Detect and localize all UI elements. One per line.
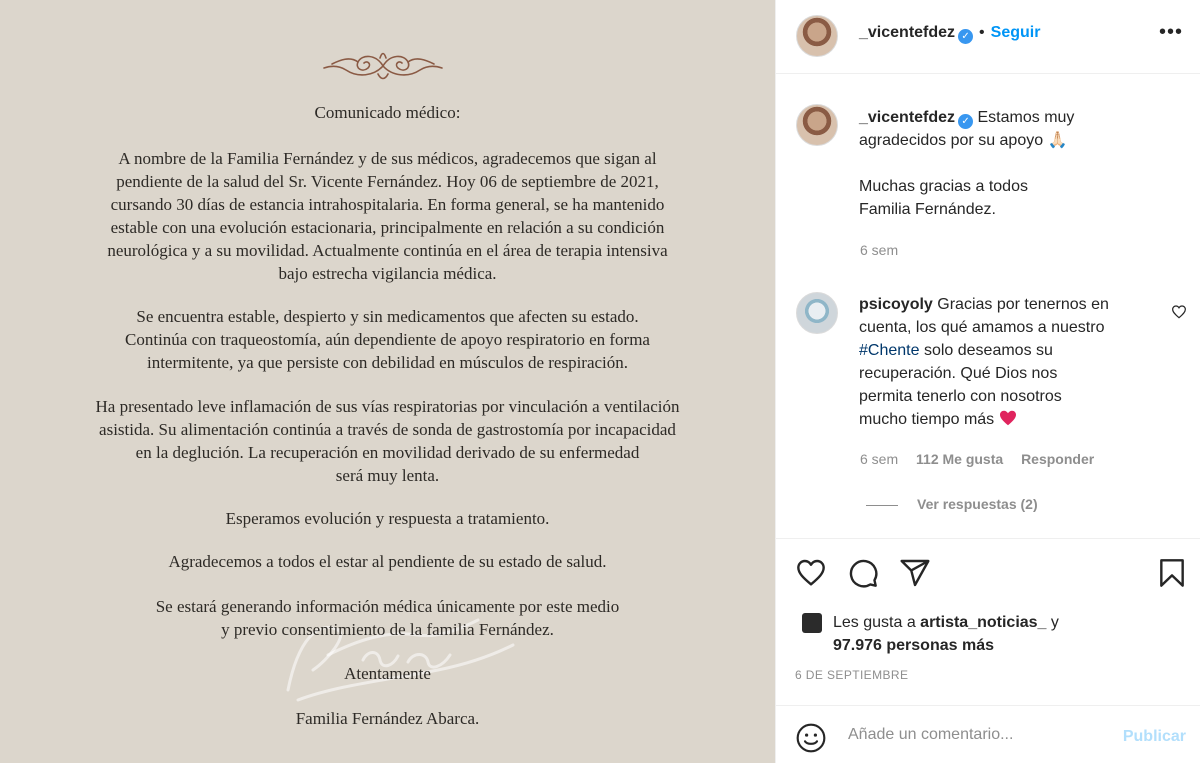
statement-paragraph-6	[0, 595, 775, 641]
statement-line: asistida. Su alimentación continúa a través de sonda de gastrostomía por incapacidad	[99, 420, 676, 439]
post-header	[776, 0, 1200, 74]
comment-like-heart-icon[interactable]	[1171, 304, 1187, 320]
statement-line: Familia Fernández Abarca.	[295, 709, 480, 728]
comment-meta	[860, 451, 1094, 467]
comment-text-line: cuenta, los qué amamos a nuestro	[859, 319, 1105, 336]
hashtag-link[interactable]: #Chente	[859, 342, 920, 359]
caption-username[interactable]: _vicentefdez	[859, 109, 956, 126]
caption-text-line: Muchas gracias a todos	[859, 178, 1028, 195]
red-heart-emoji-icon	[999, 410, 1017, 426]
comment-box	[776, 705, 1200, 763]
comment-icon[interactable]	[847, 557, 879, 589]
statement-line: Ha presentado leve inflamación de sus vías respiratorias por vinculación a ventilación	[95, 397, 680, 416]
comment-likes[interactable]: 112 Me gusta	[916, 451, 1004, 467]
likes-prefix: Les gusta a	[833, 614, 921, 631]
bookmark-icon[interactable]	[1156, 557, 1188, 589]
comment-text-line: mucho tiempo más	[859, 411, 995, 428]
statement-line: Se estará generando información médica únicamente por este medio	[155, 597, 620, 616]
statement-line: cursando 30 días de estancia intrahospitalaria. En forma general, se ha mantenido	[110, 195, 665, 214]
post-date[interactable]: 6 DE SEPTIEMBRE	[795, 668, 909, 682]
statement-line: pendiente de la salud del Sr. Vicente Fernández. Hoy 06 de septiembre de 2021,	[116, 172, 659, 191]
statement-line: A nombre de la Familia Fernández y de sus médicos, agradecemos que sigan al	[118, 149, 657, 168]
statement-paragraph-3	[0, 395, 775, 487]
verified-badge-icon: ✓	[958, 29, 973, 44]
caption-text-line: Familia Fernández.	[859, 201, 996, 218]
statement-heading: Comunicado médico:	[314, 103, 461, 122]
reply-button[interactable]: Responder	[1021, 451, 1095, 467]
publish-button[interactable]: Publicar	[1122, 728, 1186, 745]
statement-line: neurológica y a su movilidad. Actualmente continúa en el área de terapia intensiva	[107, 241, 668, 260]
comment-text-line: recuperación. Qué Dios nos	[859, 365, 1058, 382]
likes-count[interactable]: 97.976 personas más	[833, 637, 994, 654]
caption-text-line: Estamos muy	[977, 109, 1075, 126]
caption	[859, 106, 1179, 221]
caption-avatar[interactable]	[796, 104, 838, 146]
avatar[interactable]	[796, 15, 838, 57]
statement-line: será muy lenta.	[335, 466, 440, 485]
comment-username[interactable]: psicoyoly	[859, 296, 933, 313]
header-username[interactable]: _vicentefdez	[859, 24, 956, 41]
statement-line: en la deglución. La recuperación en movilidad derivado de su enfermedad	[135, 443, 640, 462]
ornament-flourish-icon	[318, 46, 448, 86]
emoji-icon[interactable]	[795, 722, 827, 754]
statement-line: estable con una evolución estacionaria, principalmente en relación a su condición	[110, 218, 665, 237]
statement-line: Agradecemos a todos el estar al pendiente de su estado de salud.	[168, 552, 607, 571]
statement-paragraph-5	[0, 550, 775, 573]
caption-time[interactable]: 6 sem	[860, 242, 899, 258]
likes-summary	[833, 611, 1173, 657]
comment	[859, 293, 1159, 431]
statement-line: Continúa con traqueostomía, aún dependiente de apoyo respiratorio en forma	[125, 330, 650, 349]
statement-signature	[0, 707, 775, 730]
separator-dot: •	[979, 24, 985, 41]
share-icon[interactable]	[899, 557, 931, 589]
view-replies-button[interactable]: Ver respuestas (2)	[917, 496, 1038, 512]
more-options-icon[interactable]: •••	[1158, 21, 1183, 43]
statement-paragraph-4	[0, 507, 775, 530]
verified-badge-icon: ✓	[958, 114, 973, 129]
caption-text-line: agradecidos por su apoyo 🙏🏻	[859, 132, 1068, 149]
comment-avatar[interactable]	[796, 292, 838, 334]
statement-paragraph-1	[0, 147, 775, 285]
heart-icon[interactable]	[795, 557, 827, 589]
comment-input[interactable]	[846, 720, 1100, 750]
liker-username[interactable]: artista_noticias_	[920, 614, 1047, 631]
statement-closing	[0, 662, 775, 685]
statement-line: Esperamos evolución y respuesta a tratamiento.	[225, 509, 550, 528]
statement-line: Se encuentra estable, despierto y sin medicamentos que afecten su estado.	[136, 307, 639, 326]
actions-divider	[776, 538, 1200, 539]
likes-conj: y	[1046, 614, 1059, 631]
statement-line: Atentamente	[344, 664, 431, 683]
statement-line: intermitente, ya que persiste con debilidad en músculos de respiración.	[146, 353, 629, 372]
post-sidebar	[775, 0, 1200, 763]
statement-line: bajo estrecha vigilancia médica.	[278, 264, 497, 283]
liker-avatar[interactable]	[802, 613, 822, 633]
comment-text-line: permita tenerlo con nosotros	[859, 388, 1062, 405]
replies-divider	[866, 505, 898, 506]
comment-time[interactable]: 6 sem	[860, 451, 899, 467]
statement-paragraph-2	[0, 305, 775, 374]
follow-button[interactable]: Seguir	[990, 24, 1041, 41]
comment-text-line: Gracias por tenernos en	[937, 296, 1109, 313]
comment-text-line: solo deseamos su	[919, 342, 1053, 359]
statement-line: y previo consentimiento de la familia Fernández.	[221, 620, 554, 639]
